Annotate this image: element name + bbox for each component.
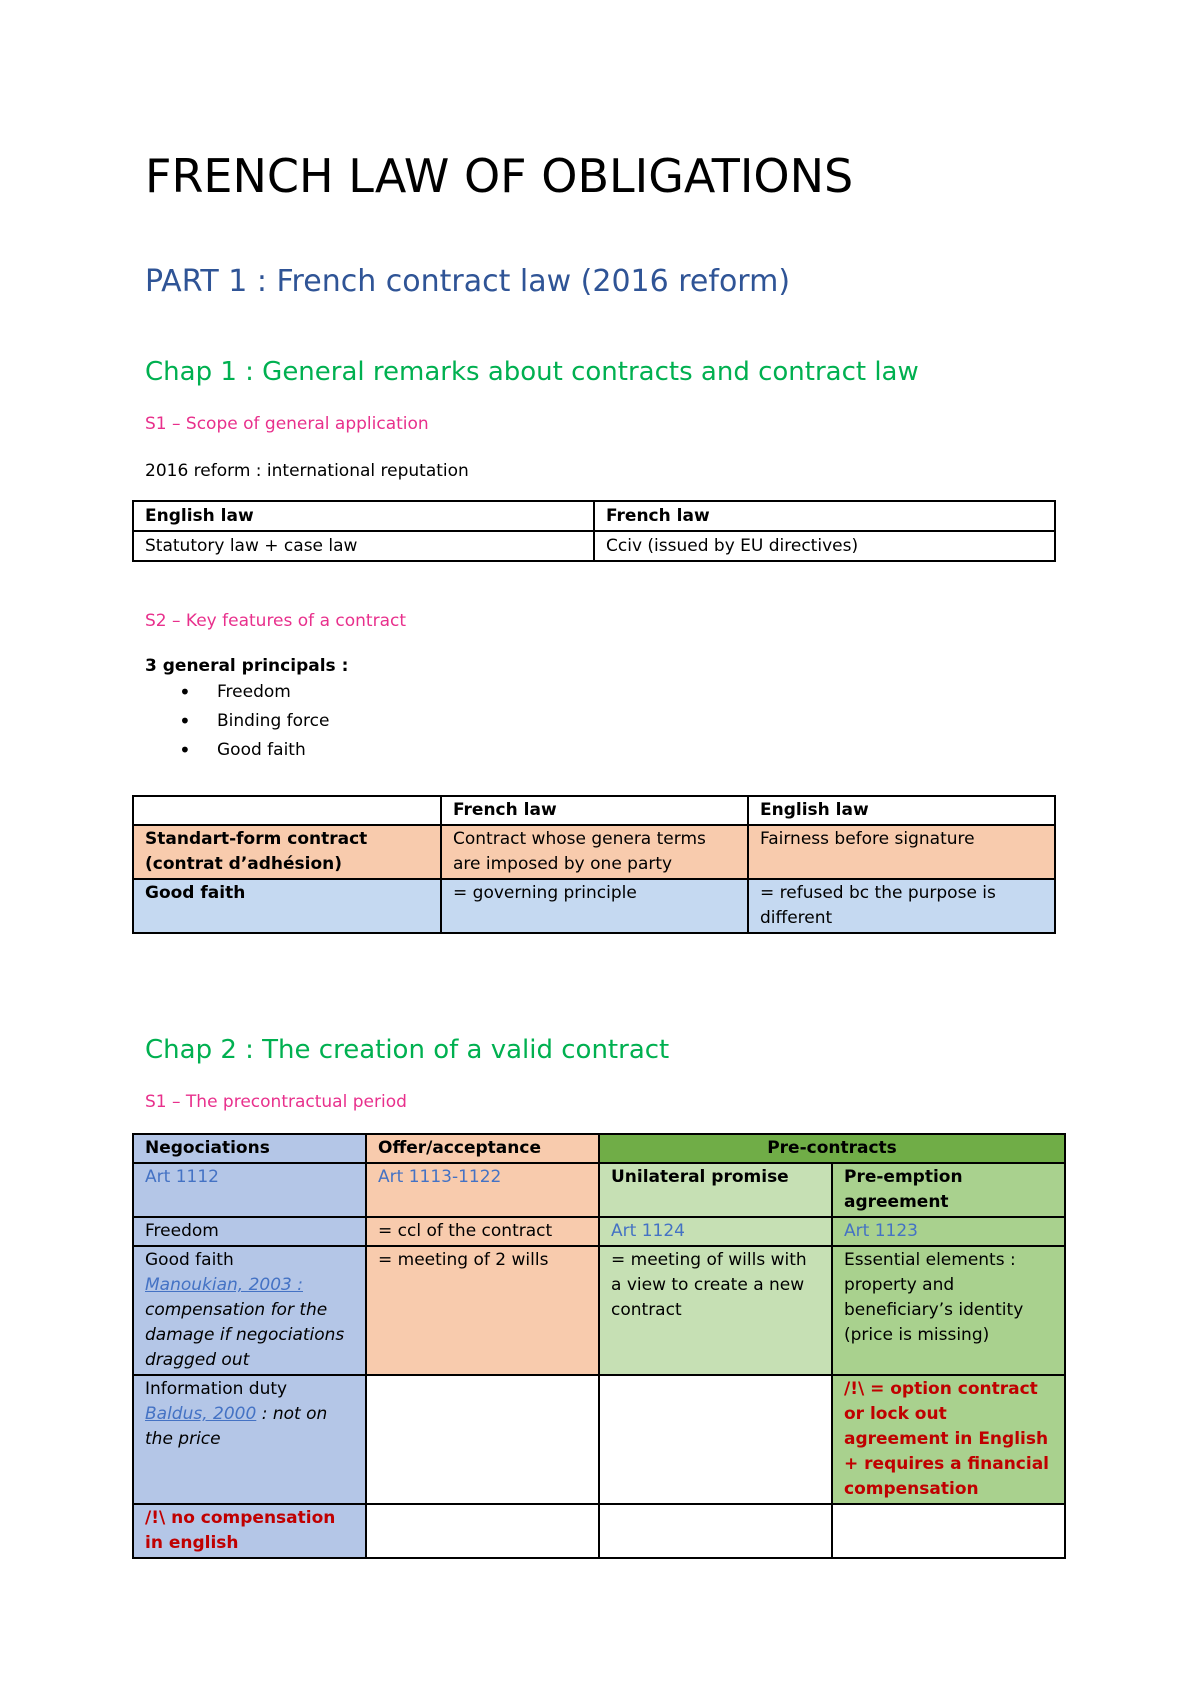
table-cell [599,1375,832,1504]
table-cell: Cciv (issued by EU directives) [594,531,1055,561]
table-row [133,825,1055,879]
law-comparison-table [132,500,1056,562]
list-item: • Good faith [145,736,329,765]
table-header-cell: French law [594,501,1055,531]
table-header-cell: Negociations [133,1134,366,1163]
table-row [133,1163,1065,1217]
precontractual-table [132,1133,1066,1559]
chapter-1-heading: Chap 1 : General remarks about contracts and contract law [145,357,919,387]
table-cell: = governing principle [441,879,748,933]
table-row [133,879,1055,933]
table-header-cell: Offer/acceptance [366,1134,599,1163]
table-cell [133,1375,366,1504]
document-title: FRENCH LAW OF OBLIGATIONS [145,149,854,203]
table-header-cell: Pre-contracts [599,1134,1065,1163]
table-cell: Pre-emption agreement [832,1163,1065,1217]
intro-text: 2016 reform : international reputation [145,461,469,481]
table-cell [832,1504,1065,1558]
case-link-baldus[interactable]: Baldus, 2000 [145,1404,257,1424]
row-label: Standart-form contract [145,829,368,849]
table-row [133,531,1055,561]
table-row [133,1504,1065,1558]
part-heading: PART 1 : French contract law (2016 reform) [145,264,791,299]
section-2-heading: S2 – Key features of a contract [145,611,406,631]
table-cell: = refused bc the purpose is different [748,879,1055,933]
chapter-2-heading: Chap 2 : The creation of a valid contract [145,1035,670,1065]
table-row [133,1246,1065,1375]
info-duty-label: Information duty [145,1379,288,1399]
table-cell: Freedom [133,1217,366,1246]
case-description: : not on the price [145,1404,328,1449]
table-cell: = meeting of 2 wills [366,1246,599,1375]
principles-comparison-table [132,795,1056,934]
table-cell: Art 1112 [133,1163,366,1217]
principals-label: 3 general principals : [145,656,349,676]
table-cell: Fairness before signature [748,825,1055,879]
good-faith-label: Good faith [145,1250,234,1270]
table-header-cell: English law [748,796,1055,825]
table-cell: Art 1124 [599,1217,832,1246]
principals-list [145,678,329,765]
table-cell [599,1504,832,1558]
section-precontractual-heading: S1 – The precontractual period [145,1092,407,1112]
table-header-cell: English law [133,501,594,531]
table-cell [366,1504,599,1558]
table-row [133,1375,1065,1504]
table-row [133,1134,1065,1163]
table-header-cell: French law [441,796,748,825]
table-cell: Art 1113-1122 [366,1163,599,1217]
table-row [133,796,1055,825]
table-cell: Good faith [133,879,441,933]
table-cell: /!\ = option contract or lock out agreement in English + requires a financial compensation [832,1375,1065,1504]
table-cell: Statutory law + case law [133,531,594,561]
table-cell: = ccl of the contract [366,1217,599,1246]
table-cell [133,1246,366,1375]
table-cell: Essential elements : property and beneficiary’s identity (price is missing) [832,1246,1065,1375]
table-cell: Art 1123 [832,1217,1065,1246]
table-cell: Unilateral promise [599,1163,832,1217]
row-label-sub: (contrat d’adhésion) [145,854,343,874]
list-item: • Freedom [145,678,329,707]
table-cell: = meeting of wills with a view to create a new contract [599,1246,832,1375]
section-1-heading: S1 – Scope of general application [145,414,429,434]
table-cell [366,1375,599,1504]
table-row [133,501,1055,531]
table-header-cell [133,796,441,825]
case-link-manoukian[interactable]: Manoukian, 2003 : [145,1275,303,1295]
table-row [133,1217,1065,1246]
table-cell: /!\ no compensation in english [133,1504,366,1558]
case-description: compensation for the damage if negociations dragged out [145,1300,345,1370]
list-item: • Binding force [145,707,329,736]
table-cell: Contract whose genera terms are imposed by one party [441,825,748,879]
table-cell [133,825,441,879]
